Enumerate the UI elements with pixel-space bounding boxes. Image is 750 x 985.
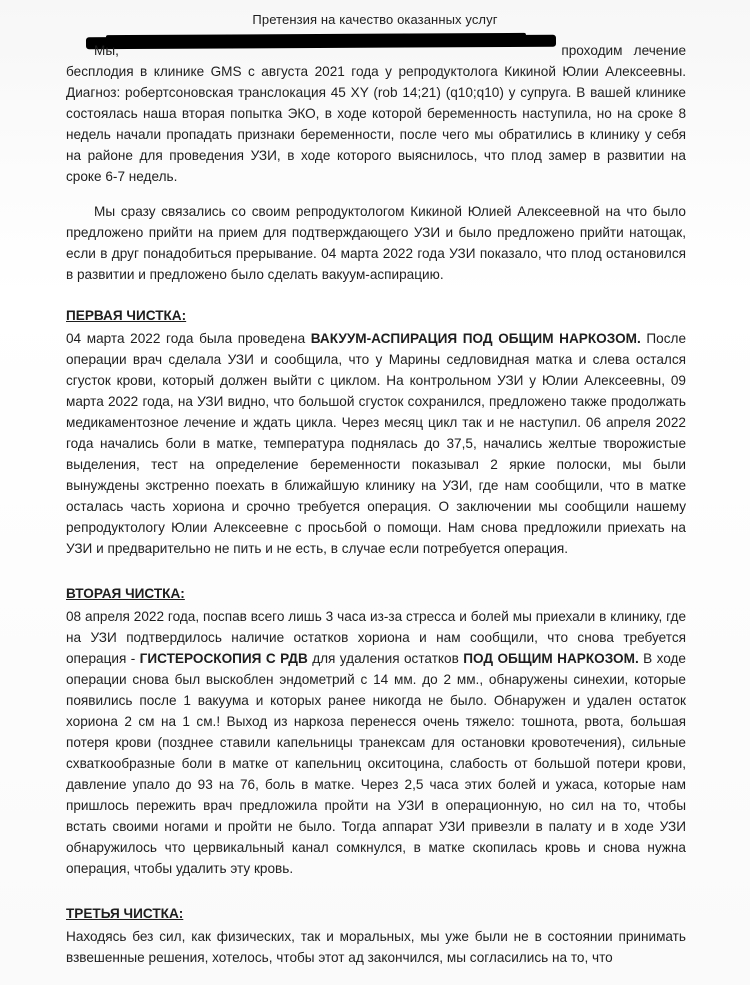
intro-rest: проходим лечение бесплодия в клинике GMS с августа 2021 года у репродуктолога Кикиной Юлии Алексеевны. Диагноз: робертсоновская транслокация 45 XY (rob 14;21) (q10;q10) у супруга. В вашей клинике состоялась наша вторая попытка ЭКО, в ходе которой беременность наступила, но на сроке 8 недель начали пропадать признаки беременности, после чего мы обратились в клинику у себя на районе для проведения УЗИ, в ходе которого выяснилось, что плод замер в развитии на сроке 6-7 недель. <box>66 43 687 184</box>
section1-bold: ВАКУУМ-АСПИРАЦИЯ ПОД ОБЩИМ НАРКОЗОМ. <box>310 331 641 346</box>
second-paragraph: Мы сразу связались со своим репродуктологом Кикиной Юлией Алексеевной на что было предложено прийти на прием для подтверждающего УЗИ и было предложено прийти натощак, если в друг понадобиться прерывание. 04 марта 2022 года УЗИ показало, что плод остановился в развитии и предложено было сделать вакуум-аспирацию. <box>66 204 686 282</box>
section2-mid: для удаления остатков <box>312 651 459 666</box>
section1-heading: ПЕРВАЯ ЧИСТКА: <box>66 308 187 323</box>
section3-heading: ТРЕТЬЯ ЧИСТКА: <box>66 906 184 921</box>
section2-bold-anesthesia: ПОД ОБЩИМ НАРКОЗОМ. <box>463 651 639 666</box>
section3-paragraph: Находясь без сил, как физических, так и моральных, мы уже были не в состоянии принимать взвешенные решения, хотелось, чтобы этот ад закончился, мы согласились на то, что <box>66 929 686 965</box>
intro-paragraph <box>66 40 686 187</box>
section2-pre: 08 апреля 2022 года, поспав всего лишь 3 часа из-за стресса и болей мы приехали в клинику, где на УЗИ подтвердилось наличие остатков хориона и нам сообщили, что снова требуется операция - <box>66 609 686 666</box>
section2-post: В ходе операции снова был выскоблен эндометрий с 14 мм. до 2 мм., обнаружены синехии, которые появились после 1 вакуума и которых ранее никогда не было. Обнаружен и удален остаток хориона 2 см на 1 см.! Выход из наркоза перенесся очень тяжело: тошнота, рвота, большая потеря крови (позднее ставили капельницы транексам для остановки кровотечения), сильные схваткообразные боли в матке от капельниц окситоцина, слабость от большой потери крови, давление упало до 93 на 76, боль в матке. Через 2,5 часа этих болей и ужаса, которые нам пришлось пережить врач предложила пройти на УЗИ в операционную, но сил на то, чтобы встать своими ногами и пройти не было. Тогда аппарат УЗИ привезли в палату и в ходе УЗИ обнаружилось что цервикальный канал сомкнулся, в матке скопилась кровь и снова нужна операция, чтобы удалить эту кровь. <box>66 651 686 876</box>
section2-bold-procedure: ГИСТЕРОСКОПИЯ С РДВ <box>139 651 308 666</box>
section1-paragraph <box>66 328 686 559</box>
section2-paragraph <box>66 606 686 879</box>
section1-post: После операции врач сделала УЗИ и сообщила, что у Марины седловидная матка и слева остался сгусток крови, который должен выйти с циклом. На контрольном УЗИ у Юлии Алексеевны, 09 марта 2022 года, на УЗИ видно, что большой сгусток сохранился, предложено также продолжать медикаментозное лечение и ждать цикла. Через месяц цикл так и не наступил. 06 апреля 2022 года начались боли в матке, температура поднялась до 37,5, начались желтые творожистые выделения, тест на определение беременности показывал 2 яркие полоски, мы были вынуждены экстренно поехать в ближайшую клинику на УЗИ, где нам сообщили, что в матке осталась часть хориона и срочно требуется операция. О заключении мы сообщили нашему репродуктологу Юлии Алексеевне с просьбой о помощи. Нам снова предложили приехать на УЗИ и предварительно не пить и не есть, в случае если потребуется операция. <box>66 331 687 556</box>
document-body <box>66 40 686 968</box>
section1-pre: 04 марта 2022 года была проведена <box>66 331 306 346</box>
section2-heading: ВТОРАЯ ЧИСТКА: <box>66 586 185 601</box>
document-title: Претензия на качество оказанных услуг <box>252 12 498 27</box>
intro-lead: Мы, <box>94 43 119 58</box>
